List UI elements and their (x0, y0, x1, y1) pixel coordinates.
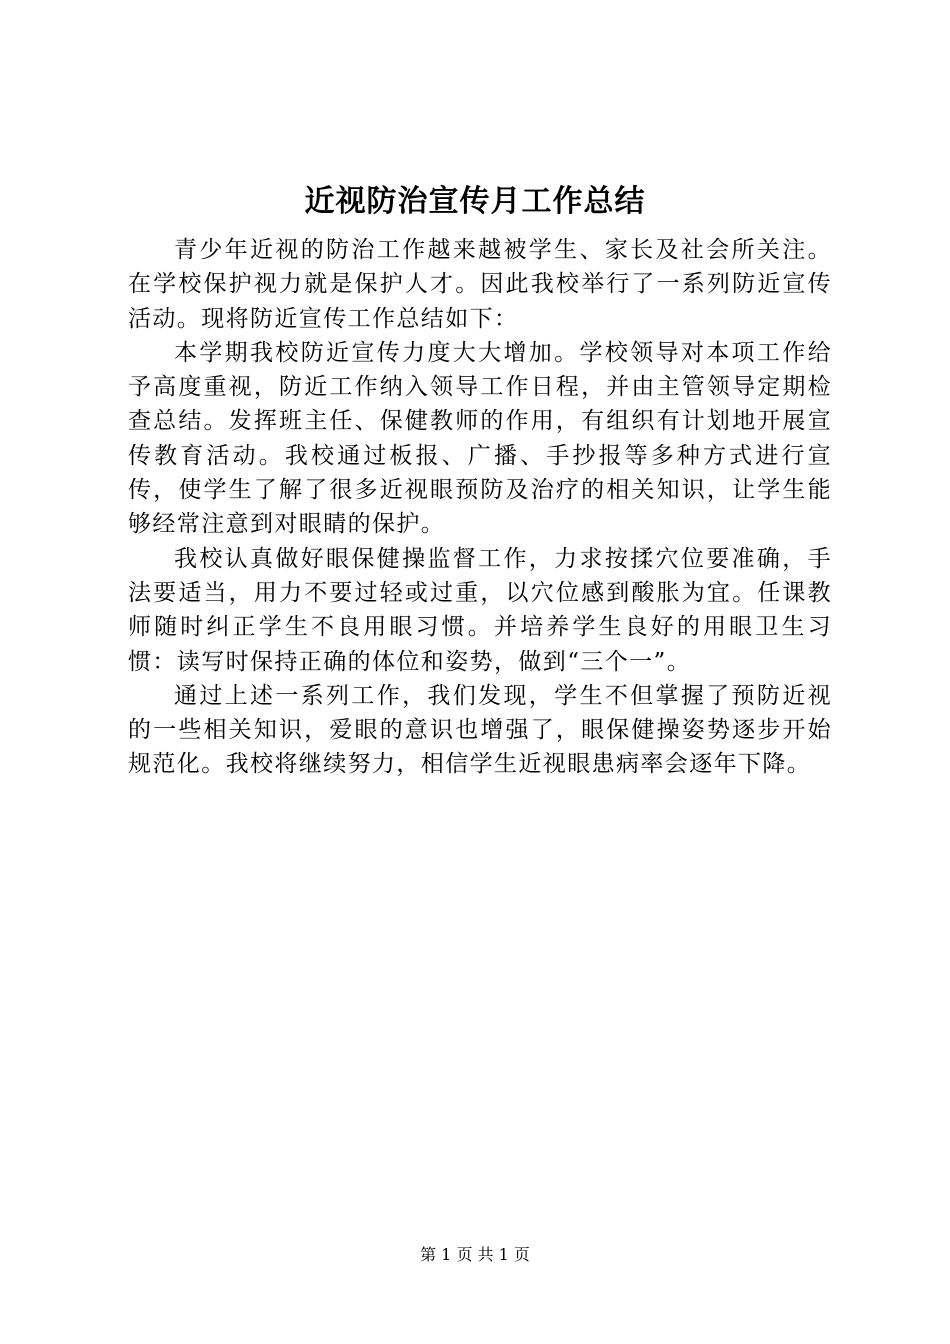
page-footer: 第 1 页 共 1 页 (420, 1245, 530, 1264)
paragraph: 青少年近视的防治工作越来越被学生、家长及社会所关注。在学校保护视力就是保护人才。因此我校举行了一系列防近宣传活动。现将防近宣传工作总结如下： (128, 237, 832, 332)
paragraph: 我校认真做好眼保健操监督工作，力求按揉穴位要准确，手法要适当，用力不要过轻或过重，以穴位感到酸胀为宜。任课教师随时纠正学生不良用眼习惯。并培养学生良好的用眼卫生习惯：读写时保持正确的体位和姿势，做到“三个一”。 (128, 545, 832, 675)
paragraph: 本学期我校防近宣传力度大大增加。学校领导对本项工作给予高度重视，防近工作纳入领导工作日程，并由主管领导定期检查总结。发挥班主任、保健教师的作用，有组织有计划地开展宣传教育活动。我校通过板报、广播、手抄报等多种方式进行宣传，使学生了解了很多近视眼预防及治疗的相关知识，让学生能够经常注意到对眼睛的保护。 (128, 339, 832, 538)
paragraph: 通过上述一系列工作，我们发现，学生不但掌握了预防近视的一些相关知识，爱眼的意识也增强了，眼保健操姿势逐步开始规范化。我校将继续努力，相信学生近视眼患病率会逐年下降。 (128, 682, 832, 778)
document-body (128, 233, 832, 782)
document-title: 近视防治宣传月工作总结 (304, 184, 646, 219)
